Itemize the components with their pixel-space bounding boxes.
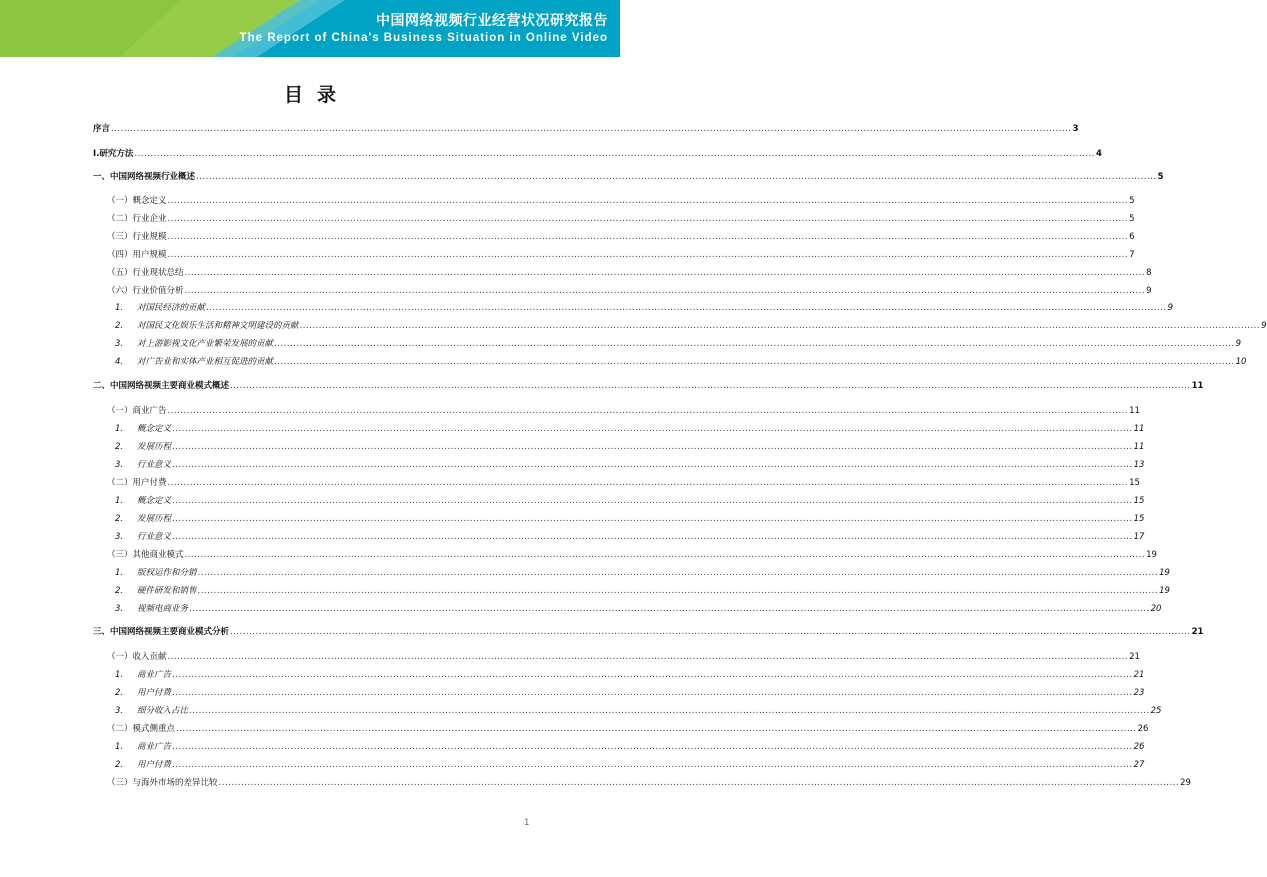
toc-entry-text: 细分收入占比 bbox=[137, 706, 189, 716]
toc-entry-page: 19 bbox=[1146, 550, 1157, 560]
toc-entry-number: 1. bbox=[115, 303, 124, 313]
toc-entry-page: 9 bbox=[1261, 321, 1267, 331]
toc-entry-page: 19 bbox=[1159, 568, 1170, 578]
dot-leader: ............................................................................................................................................................................................................................................................................................................ bbox=[172, 442, 1133, 452]
toc-entry-text: 对国民经济的贡献 bbox=[137, 303, 206, 313]
toc-entry[interactable] bbox=[115, 667, 1145, 681]
toc-entry[interactable] bbox=[115, 457, 1145, 471]
toc-entry[interactable] bbox=[115, 511, 1145, 525]
toc-entry-page: 11 bbox=[1133, 442, 1145, 452]
toc-entry-page: 11 bbox=[1129, 406, 1140, 416]
toc-entry-label bbox=[107, 724, 175, 735]
toc-entry-text: （一）概念定义 bbox=[107, 196, 167, 206]
dot-leader: ............................................................................................................................................................................................................................................................................................................ bbox=[172, 760, 1133, 770]
toc-entry-page: 9 bbox=[1146, 286, 1152, 296]
toc-entry-label bbox=[93, 381, 229, 392]
toc-entry-text: 用户付费 bbox=[137, 760, 172, 770]
toc-entry-label bbox=[107, 406, 167, 417]
toc-entry-label bbox=[93, 149, 133, 160]
toc-entry-text: 二、中国网络视频主要商业模式概述 bbox=[93, 381, 230, 391]
dot-leader: ............................................................................................................................................................................................................................................................................................................ bbox=[167, 196, 1129, 206]
dot-leader: ............................................................................................................................................................................................................................................................................................................ bbox=[197, 568, 1159, 578]
dot-leader: ............................................................................................................................................................................................................................................................................................................ bbox=[167, 250, 1129, 260]
toc-entry-number: 4. bbox=[115, 357, 124, 367]
toc-entry-label bbox=[115, 688, 171, 699]
dot-leader: ............................................................................................................................................................................................................................................................................................................ bbox=[299, 321, 1261, 331]
dot-leader: ............................................................................................................................................................................................................................................................................................................ bbox=[176, 724, 1137, 734]
toc-entry-page: 27 bbox=[1133, 760, 1145, 770]
toc-entry-label bbox=[115, 742, 171, 753]
toc-entry[interactable] bbox=[93, 624, 1204, 638]
toc-entry-text: （二）行业企业 bbox=[107, 214, 167, 224]
toc-entry-page: 17 bbox=[1133, 532, 1145, 542]
dot-leader: ............................................................................................................................................................................................................................................................................................................ bbox=[189, 604, 1150, 614]
toc-entry-number: 2. bbox=[115, 514, 124, 524]
toc-entry-number: 3. bbox=[115, 706, 124, 716]
toc-entry-number: 2. bbox=[115, 760, 124, 770]
toc-entry-text: （三）行业规模 bbox=[107, 232, 167, 242]
toc-entry-text: 商业广告 bbox=[137, 742, 172, 752]
toc-entry-page: 11 bbox=[1191, 381, 1204, 391]
toc-entry-page: 3 bbox=[1072, 124, 1079, 134]
toc-entry[interactable] bbox=[107, 283, 1152, 297]
toc-entry-label bbox=[115, 339, 273, 350]
toc-entry[interactable] bbox=[115, 493, 1145, 507]
toc-entry-page: 8 bbox=[1146, 268, 1152, 278]
dot-leader: ............................................................................................................................................................................................................................................................................................................ bbox=[167, 652, 1129, 662]
toc-entry-label bbox=[115, 670, 171, 681]
toc-entry[interactable] bbox=[107, 403, 1140, 417]
toc-entry[interactable] bbox=[107, 775, 1191, 789]
toc-entry-page: 4 bbox=[1095, 149, 1102, 159]
toc-entry-text: （三）与海外市场的差异比较 bbox=[107, 778, 218, 788]
toc-entry[interactable] bbox=[115, 439, 1145, 453]
toc-entry-label bbox=[115, 532, 171, 543]
toc-entry-page: 21 bbox=[1191, 627, 1204, 637]
toc-entry-text: 对国民文化娱乐生活和精神文明建设的贡献 bbox=[137, 321, 299, 331]
toc-entry[interactable] bbox=[107, 649, 1140, 663]
toc-entry-page: 9 bbox=[1235, 339, 1242, 349]
toc-entry-text: （一）收入贡献 bbox=[107, 652, 167, 662]
toc-entry-text: 概念定义 bbox=[137, 496, 172, 506]
toc-entry-text: 视频电商业务 bbox=[137, 604, 189, 614]
dot-leader: ............................................................................................................................................................................................................................................................................................................ bbox=[111, 124, 1072, 134]
toc-entry-text: （二）模式侧重点 bbox=[107, 724, 176, 734]
toc-entry-label bbox=[115, 460, 171, 471]
toc-entry-text: 概念定义 bbox=[137, 424, 172, 434]
dot-leader: ............................................................................................................................................................................................................................................................................................................ bbox=[274, 339, 1235, 349]
toc-entry[interactable] bbox=[107, 547, 1157, 561]
toc-entry-number: 3. bbox=[115, 604, 124, 614]
dot-leader: ............................................................................................................................................................................................................................................................................................................ bbox=[218, 778, 1180, 788]
toc-entry-page: 6 bbox=[1129, 232, 1135, 242]
toc-entry-number: 1. bbox=[115, 670, 124, 680]
toc-entry-label bbox=[107, 196, 167, 207]
toc-entry-label bbox=[93, 172, 195, 183]
toc-entry-page: 15 bbox=[1133, 514, 1145, 524]
dot-leader: ............................................................................................................................................................................................................................................................................................................ bbox=[172, 532, 1133, 542]
toc-entry[interactable] bbox=[107, 475, 1140, 489]
toc-entry-label bbox=[107, 286, 184, 297]
dot-leader: ............................................................................................................................................................................................................................................................................................................ bbox=[230, 381, 1191, 391]
toc-entry-text: （四）用户规模 bbox=[107, 250, 167, 260]
toc-entry[interactable] bbox=[115, 421, 1145, 435]
toc-entry-label bbox=[107, 250, 167, 261]
toc-entry-label bbox=[93, 627, 229, 638]
toc-entry-label bbox=[115, 442, 171, 453]
toc-entry-label bbox=[115, 424, 171, 435]
toc-entry-text: 硬件研发和销售 bbox=[137, 586, 197, 596]
toc-entry-text: 行业意义 bbox=[137, 460, 172, 470]
toc-entry[interactable] bbox=[107, 721, 1149, 735]
toc-entry[interactable] bbox=[93, 378, 1204, 392]
toc-entry-text: （二）用户付费 bbox=[107, 478, 167, 488]
toc-entry-page: 13 bbox=[1133, 460, 1145, 470]
toc-entry[interactable] bbox=[115, 757, 1145, 771]
toc-entry[interactable] bbox=[93, 121, 1079, 135]
toc-entry-label bbox=[115, 514, 171, 525]
dot-leader: ............................................................................................................................................................................................................................................................................................................ bbox=[189, 706, 1150, 716]
dot-leader: ............................................................................................................................................................................................................................................................................................................ bbox=[172, 742, 1133, 752]
toc-entry[interactable] bbox=[115, 703, 1162, 717]
dot-leader: ............................................................................................................................................................................................................................................................................................................ bbox=[230, 627, 1191, 637]
dot-leader: ............................................................................................................................................................................................................................................................................................................ bbox=[167, 232, 1129, 242]
toc-entry[interactable] bbox=[115, 336, 1242, 350]
toc-entry-text: （一）商业广告 bbox=[107, 406, 167, 416]
toc-entry-page: 23 bbox=[1133, 688, 1145, 698]
toc-entry-number: 2. bbox=[115, 586, 124, 596]
toc-entry[interactable] bbox=[115, 565, 1170, 579]
dot-leader: ............................................................................................................................................................................................................................................................................................................ bbox=[167, 406, 1129, 416]
toc-entry-label bbox=[115, 496, 171, 507]
toc-entry-page: 10 bbox=[1235, 357, 1247, 367]
toc-entry[interactable] bbox=[115, 300, 1174, 314]
dot-leader: ............................................................................................................................................................................................................................................................................................................ bbox=[274, 357, 1235, 367]
dot-leader: ............................................................................................................................................................................................................................................................................................................ bbox=[184, 268, 1146, 278]
toc-entry[interactable] bbox=[115, 354, 1247, 368]
toc-entry-label bbox=[115, 303, 205, 314]
toc-entry-page: 15 bbox=[1133, 496, 1145, 506]
toc-entry-label bbox=[107, 268, 184, 279]
toc-entry[interactable] bbox=[107, 211, 1135, 225]
toc-entry-label bbox=[115, 706, 188, 717]
toc-entry[interactable] bbox=[115, 601, 1162, 615]
toc-entry-text: Ⅰ.研究方法 bbox=[93, 149, 134, 159]
toc-entry-page: 7 bbox=[1129, 250, 1135, 260]
toc-entry[interactable] bbox=[107, 193, 1135, 207]
toc-entry-page: 20 bbox=[1150, 604, 1162, 614]
toc-entry[interactable] bbox=[93, 169, 1164, 183]
dot-leader: ............................................................................................................................................................................................................................................................................................................ bbox=[172, 424, 1133, 434]
toc-entry-label bbox=[115, 760, 171, 771]
toc-entry-label bbox=[107, 652, 167, 663]
dot-leader: ............................................................................................................................................................................................................................................................................................................ bbox=[172, 460, 1133, 470]
toc-entry-page: 21 bbox=[1133, 670, 1145, 680]
toc-entry-label bbox=[107, 214, 167, 225]
toc-entry-page: 21 bbox=[1129, 652, 1140, 662]
dot-leader: ............................................................................................................................................................................................................................................................................................................ bbox=[197, 586, 1159, 596]
toc-entry-page: 5 bbox=[1157, 172, 1164, 182]
toc-entry-number: 2. bbox=[115, 688, 124, 698]
dot-leader: ............................................................................................................................................................................................................................................................................................................ bbox=[167, 214, 1129, 224]
toc-entry-label bbox=[107, 478, 167, 489]
toc-entry[interactable] bbox=[107, 229, 1135, 243]
toc-entry-label bbox=[115, 357, 273, 368]
toc-entry[interactable] bbox=[115, 583, 1170, 597]
toc-entry-text: 三、中国网络视频主要商业模式分析 bbox=[93, 627, 230, 637]
toc-entry-page: 11 bbox=[1133, 424, 1145, 434]
toc-entry-text: 发展历程 bbox=[137, 514, 172, 524]
toc-entry-text: 行业意义 bbox=[137, 532, 172, 542]
toc-entry-label bbox=[115, 568, 197, 579]
toc-entry-page: 9 bbox=[1167, 303, 1174, 313]
toc-entry-label bbox=[107, 778, 218, 789]
dot-leader: ............................................................................................................................................................................................................................................................................................................ bbox=[172, 688, 1133, 698]
toc-entry-page: 15 bbox=[1129, 478, 1140, 488]
dot-leader: ............................................................................................................................................................................................................................................................................................................ bbox=[167, 478, 1129, 488]
toc-entry[interactable] bbox=[93, 146, 1102, 160]
toc-entry-page: 26 bbox=[1133, 742, 1145, 752]
toc-entry-number: 1. bbox=[115, 496, 124, 506]
toc-entry-number: 2. bbox=[115, 321, 124, 331]
toc-entry-text: 一、中国网络视频行业概述 bbox=[93, 172, 196, 182]
dot-leader: ............................................................................................................................................................................................................................................................................................................ bbox=[134, 149, 1095, 159]
toc-entry-label bbox=[107, 232, 167, 243]
dot-leader: ............................................................................................................................................................................................................................................................................................................ bbox=[196, 172, 1157, 182]
dot-leader: ............................................................................................................................................................................................................................................................................................................ bbox=[184, 550, 1146, 560]
dot-leader: ............................................................................................................................................................................................................................................................................................................ bbox=[172, 670, 1133, 680]
toc-entry-page: 29 bbox=[1180, 778, 1191, 788]
toc-entry-text: 对广告业和实体产业相互促进的贡献 bbox=[137, 357, 274, 367]
toc-entry-number: 3. bbox=[115, 532, 124, 542]
toc-entry-text: （三）其他商业模式 bbox=[107, 550, 184, 560]
toc-entry-label bbox=[115, 321, 299, 332]
toc-entry-text: 对上游影视文化产业繁荣发展的贡献 bbox=[137, 339, 274, 349]
toc-entry-label bbox=[93, 124, 110, 135]
toc-entry-page: 5 bbox=[1129, 196, 1135, 206]
dot-leader: ............................................................................................................................................................................................................................................................................................................ bbox=[172, 496, 1133, 506]
toc-entry-text: 商业广告 bbox=[137, 670, 172, 680]
toc-entry[interactable] bbox=[107, 247, 1135, 261]
toc-entry-label bbox=[115, 604, 188, 615]
toc-entry-page: 26 bbox=[1137, 724, 1149, 734]
toc-entry-text: 用户付费 bbox=[137, 688, 172, 698]
toc-entry[interactable] bbox=[115, 529, 1145, 543]
toc-entry[interactable] bbox=[115, 318, 1267, 332]
header-banner bbox=[0, 0, 620, 57]
toc-entry-page: 25 bbox=[1150, 706, 1162, 716]
toc-entry-number: 2. bbox=[115, 442, 124, 452]
toc-entry[interactable] bbox=[115, 739, 1145, 753]
toc-entry-text: 发展历程 bbox=[137, 442, 172, 452]
toc-entry-number: 1. bbox=[115, 568, 124, 578]
toc-entry-number: 1. bbox=[115, 742, 124, 752]
toc-entry-text: （六）行业价值分析 bbox=[107, 286, 184, 296]
toc-entry-number: 3. bbox=[115, 339, 124, 349]
dot-leader: ............................................................................................................................................................................................................................................................................................................ bbox=[184, 286, 1146, 296]
toc-entry-label bbox=[115, 586, 197, 597]
report-title-cn: 中国网络视频行业经营状况研究报告 bbox=[376, 13, 608, 29]
dot-leader: ............................................................................................................................................................................................................................................................................................................ bbox=[172, 514, 1133, 524]
toc-entry-text: （五）行业现状总结 bbox=[107, 268, 184, 278]
page-number: 1 bbox=[524, 818, 530, 828]
toc-entry-number: 3. bbox=[115, 460, 124, 470]
toc-entry-number: 1. bbox=[115, 424, 124, 434]
toc-entry-label bbox=[107, 550, 184, 561]
toc-entry[interactable] bbox=[115, 685, 1145, 699]
toc-entry-page: 5 bbox=[1129, 214, 1135, 224]
toc-entry-text: 版权运作和分销 bbox=[137, 568, 197, 578]
toc-entry-text: 序言 bbox=[93, 124, 111, 134]
toc-entry-page: 19 bbox=[1159, 586, 1170, 596]
dot-leader: ............................................................................................................................................................................................................................................................................................................ bbox=[206, 303, 1167, 313]
toc-entry[interactable] bbox=[107, 265, 1152, 279]
report-title-en: The Report of China's Business Situation in Online Video bbox=[239, 32, 608, 44]
toc-heading: 目录 bbox=[283, 84, 350, 106]
